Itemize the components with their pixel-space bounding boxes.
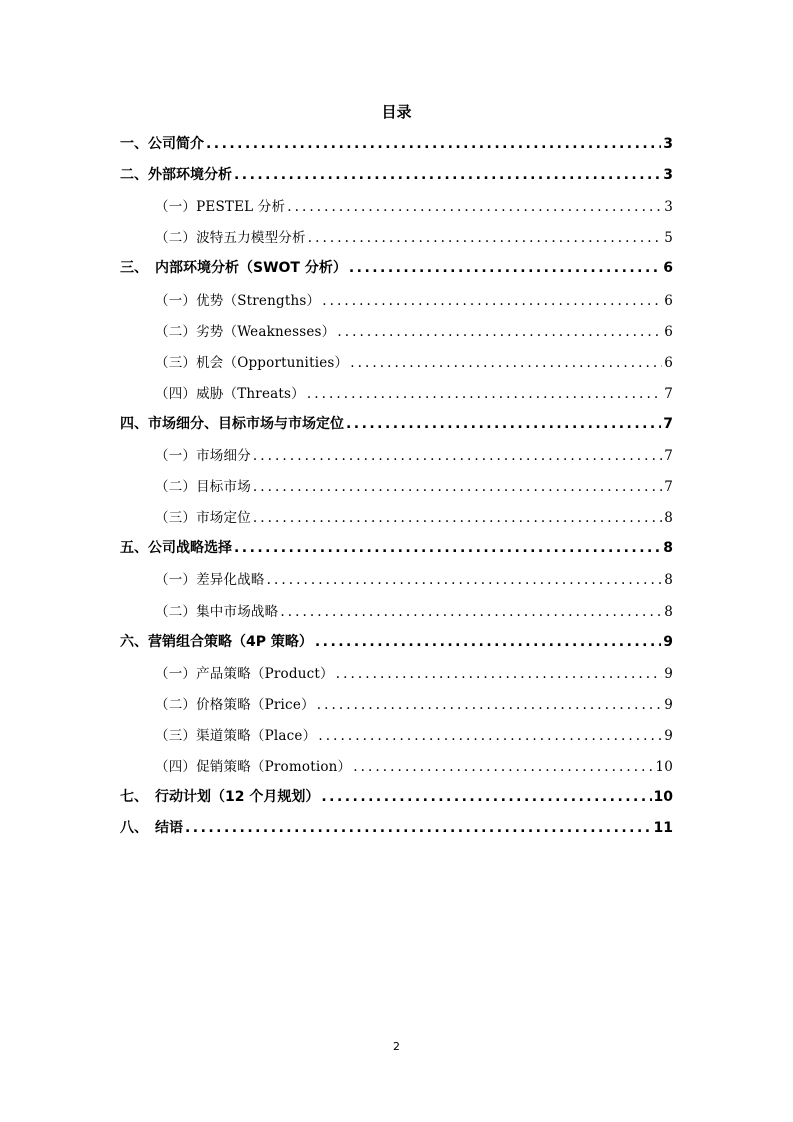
toc-entry[interactable]: [120, 817, 673, 839]
toc-entry-page: 11: [653, 820, 673, 837]
toc-entry-page: 7: [664, 479, 673, 496]
toc-entry-page: 3: [664, 199, 673, 216]
toc-entry-label: （二）劣势（Weaknesses）: [155, 323, 336, 340]
toc-entry-page: 3: [663, 136, 673, 152]
toc-leader-dots: [267, 572, 663, 588]
toc-entry-page: 6: [664, 354, 673, 371]
toc-entry-label: 二、外部环境分析: [120, 167, 232, 184]
toc-entry[interactable]: [155, 289, 673, 311]
toc-leader-dots: [253, 448, 662, 464]
toc-entry-label: （四）促销策略（Promotion）: [155, 759, 352, 775]
toc-leader-dots: [280, 604, 662, 620]
toc-entry[interactable]: [120, 631, 673, 653]
toc-leader-dots: [317, 697, 662, 713]
toc-entry-page: 6: [663, 260, 673, 277]
toc-entry-page: 6: [664, 323, 673, 340]
toc-leader-dots: [349, 260, 661, 276]
toc-leader-dots: [321, 789, 651, 805]
toc-entry-label: （二）目标市场: [155, 479, 251, 496]
toc-entry[interactable]: [155, 662, 673, 684]
toc-entry-label: 一、公司简介: [120, 136, 204, 152]
toc-leader-dots: [318, 728, 662, 744]
toc-entry[interactable]: [120, 133, 673, 155]
toc-entry-label: 三、 内部环境分析（SWOT 分析）: [120, 260, 347, 277]
toc-entry-page: 9: [663, 633, 673, 650]
toc-entry-page: 7: [664, 385, 673, 402]
toc-leader-dots: [337, 324, 662, 340]
toc-entry-page: 8: [663, 540, 673, 557]
toc-entry-label: 四、市场细分、目标市场与市场定位: [120, 415, 344, 432]
toc-entry-label: （二）集中市场战略: [155, 603, 279, 620]
toc-title: 目录: [381, 103, 412, 121]
toc-entry-page: 5: [664, 230, 673, 247]
toc-entry[interactable]: [155, 755, 673, 777]
toc-leader-dots: [322, 293, 662, 309]
toc-leader-dots: [234, 540, 661, 556]
toc-entry-label: （三）市场定位: [155, 510, 251, 527]
toc-entry-label: （一）差异化战略: [155, 572, 265, 589]
toc-entry-label: （三）渠道策略（Place）: [155, 727, 317, 744]
toc-entry-page: 8: [664, 603, 673, 620]
toc-entry-label: （一）产品策略（Product）: [155, 665, 334, 682]
toc-entry[interactable]: [120, 413, 673, 435]
toc-entry-page: 7: [663, 415, 673, 432]
toc-entry[interactable]: [155, 568, 673, 590]
toc-entry[interactable]: [120, 164, 673, 186]
toc-entry-page: 9: [664, 696, 673, 713]
toc-entry[interactable]: [155, 444, 673, 466]
toc-leader-dots: [185, 820, 652, 836]
toc-entry-page: 9: [664, 727, 673, 744]
toc-entry-label: 六、营销组合策略（4P 策略）: [120, 633, 313, 650]
toc-leader-dots: [346, 416, 661, 432]
toc-leader-dots: [287, 199, 662, 215]
toc-entry-label: （三）机会（Opportunities）: [155, 354, 349, 371]
toc-entry[interactable]: [155, 226, 673, 248]
toc-entry-page: 3: [663, 167, 673, 184]
toc-entry-label: （二）价格策略（Price）: [155, 696, 315, 713]
toc-entry[interactable]: [155, 195, 673, 217]
toc-leader-dots: [350, 355, 662, 371]
toc-entry-page: 10: [655, 759, 673, 775]
toc-leader-dots: [315, 634, 661, 650]
toc-entry-page: 10: [653, 789, 673, 806]
toc-entry[interactable]: [155, 693, 673, 715]
toc-leader-dots: [308, 230, 663, 246]
toc-entry-label: 五、公司战略选择: [120, 540, 232, 557]
toc-entry-page: 8: [664, 510, 673, 527]
toc-entry[interactable]: [120, 537, 673, 559]
page-number: 2: [393, 1040, 400, 1053]
toc-entry[interactable]: [155, 382, 673, 404]
toc-entry[interactable]: [120, 257, 673, 279]
toc-entry-label: 八、 结语: [120, 820, 183, 837]
toc-entry-page: 9: [664, 665, 673, 682]
toc-entry-label: （二）波特五力模型分析: [155, 230, 306, 247]
toc-entry[interactable]: [120, 786, 673, 808]
toc-entry-label: （一）PESTEL 分析: [155, 199, 286, 216]
toc-entry-label: （四）威胁（Threats）: [155, 385, 305, 402]
toc-entry[interactable]: [155, 351, 673, 373]
toc-leader-dots: [307, 386, 662, 402]
toc-leader-dots: [206, 136, 661, 152]
toc-entry[interactable]: [155, 600, 673, 622]
toc-entry[interactable]: [155, 506, 673, 528]
toc-entry[interactable]: [155, 475, 673, 497]
toc-entry-label: （一）优势（Strengths）: [155, 292, 321, 309]
toc-leader-dots: [253, 510, 662, 526]
toc-leader-dots: [336, 666, 663, 682]
toc-entry-page: 7: [664, 448, 673, 464]
toc-leader-dots: [353, 759, 653, 775]
toc-entry-label: （一）市场细分: [155, 448, 251, 464]
toc-entry-page: 6: [664, 292, 673, 309]
toc-leader-dots: [234, 167, 661, 183]
toc-entry[interactable]: [155, 724, 673, 746]
toc-entry-label: 七、 行动计划（12 个月规划）: [120, 789, 320, 806]
toc-entry[interactable]: [155, 320, 673, 342]
toc-entry-page: 8: [664, 572, 673, 589]
toc-leader-dots: [253, 479, 662, 495]
